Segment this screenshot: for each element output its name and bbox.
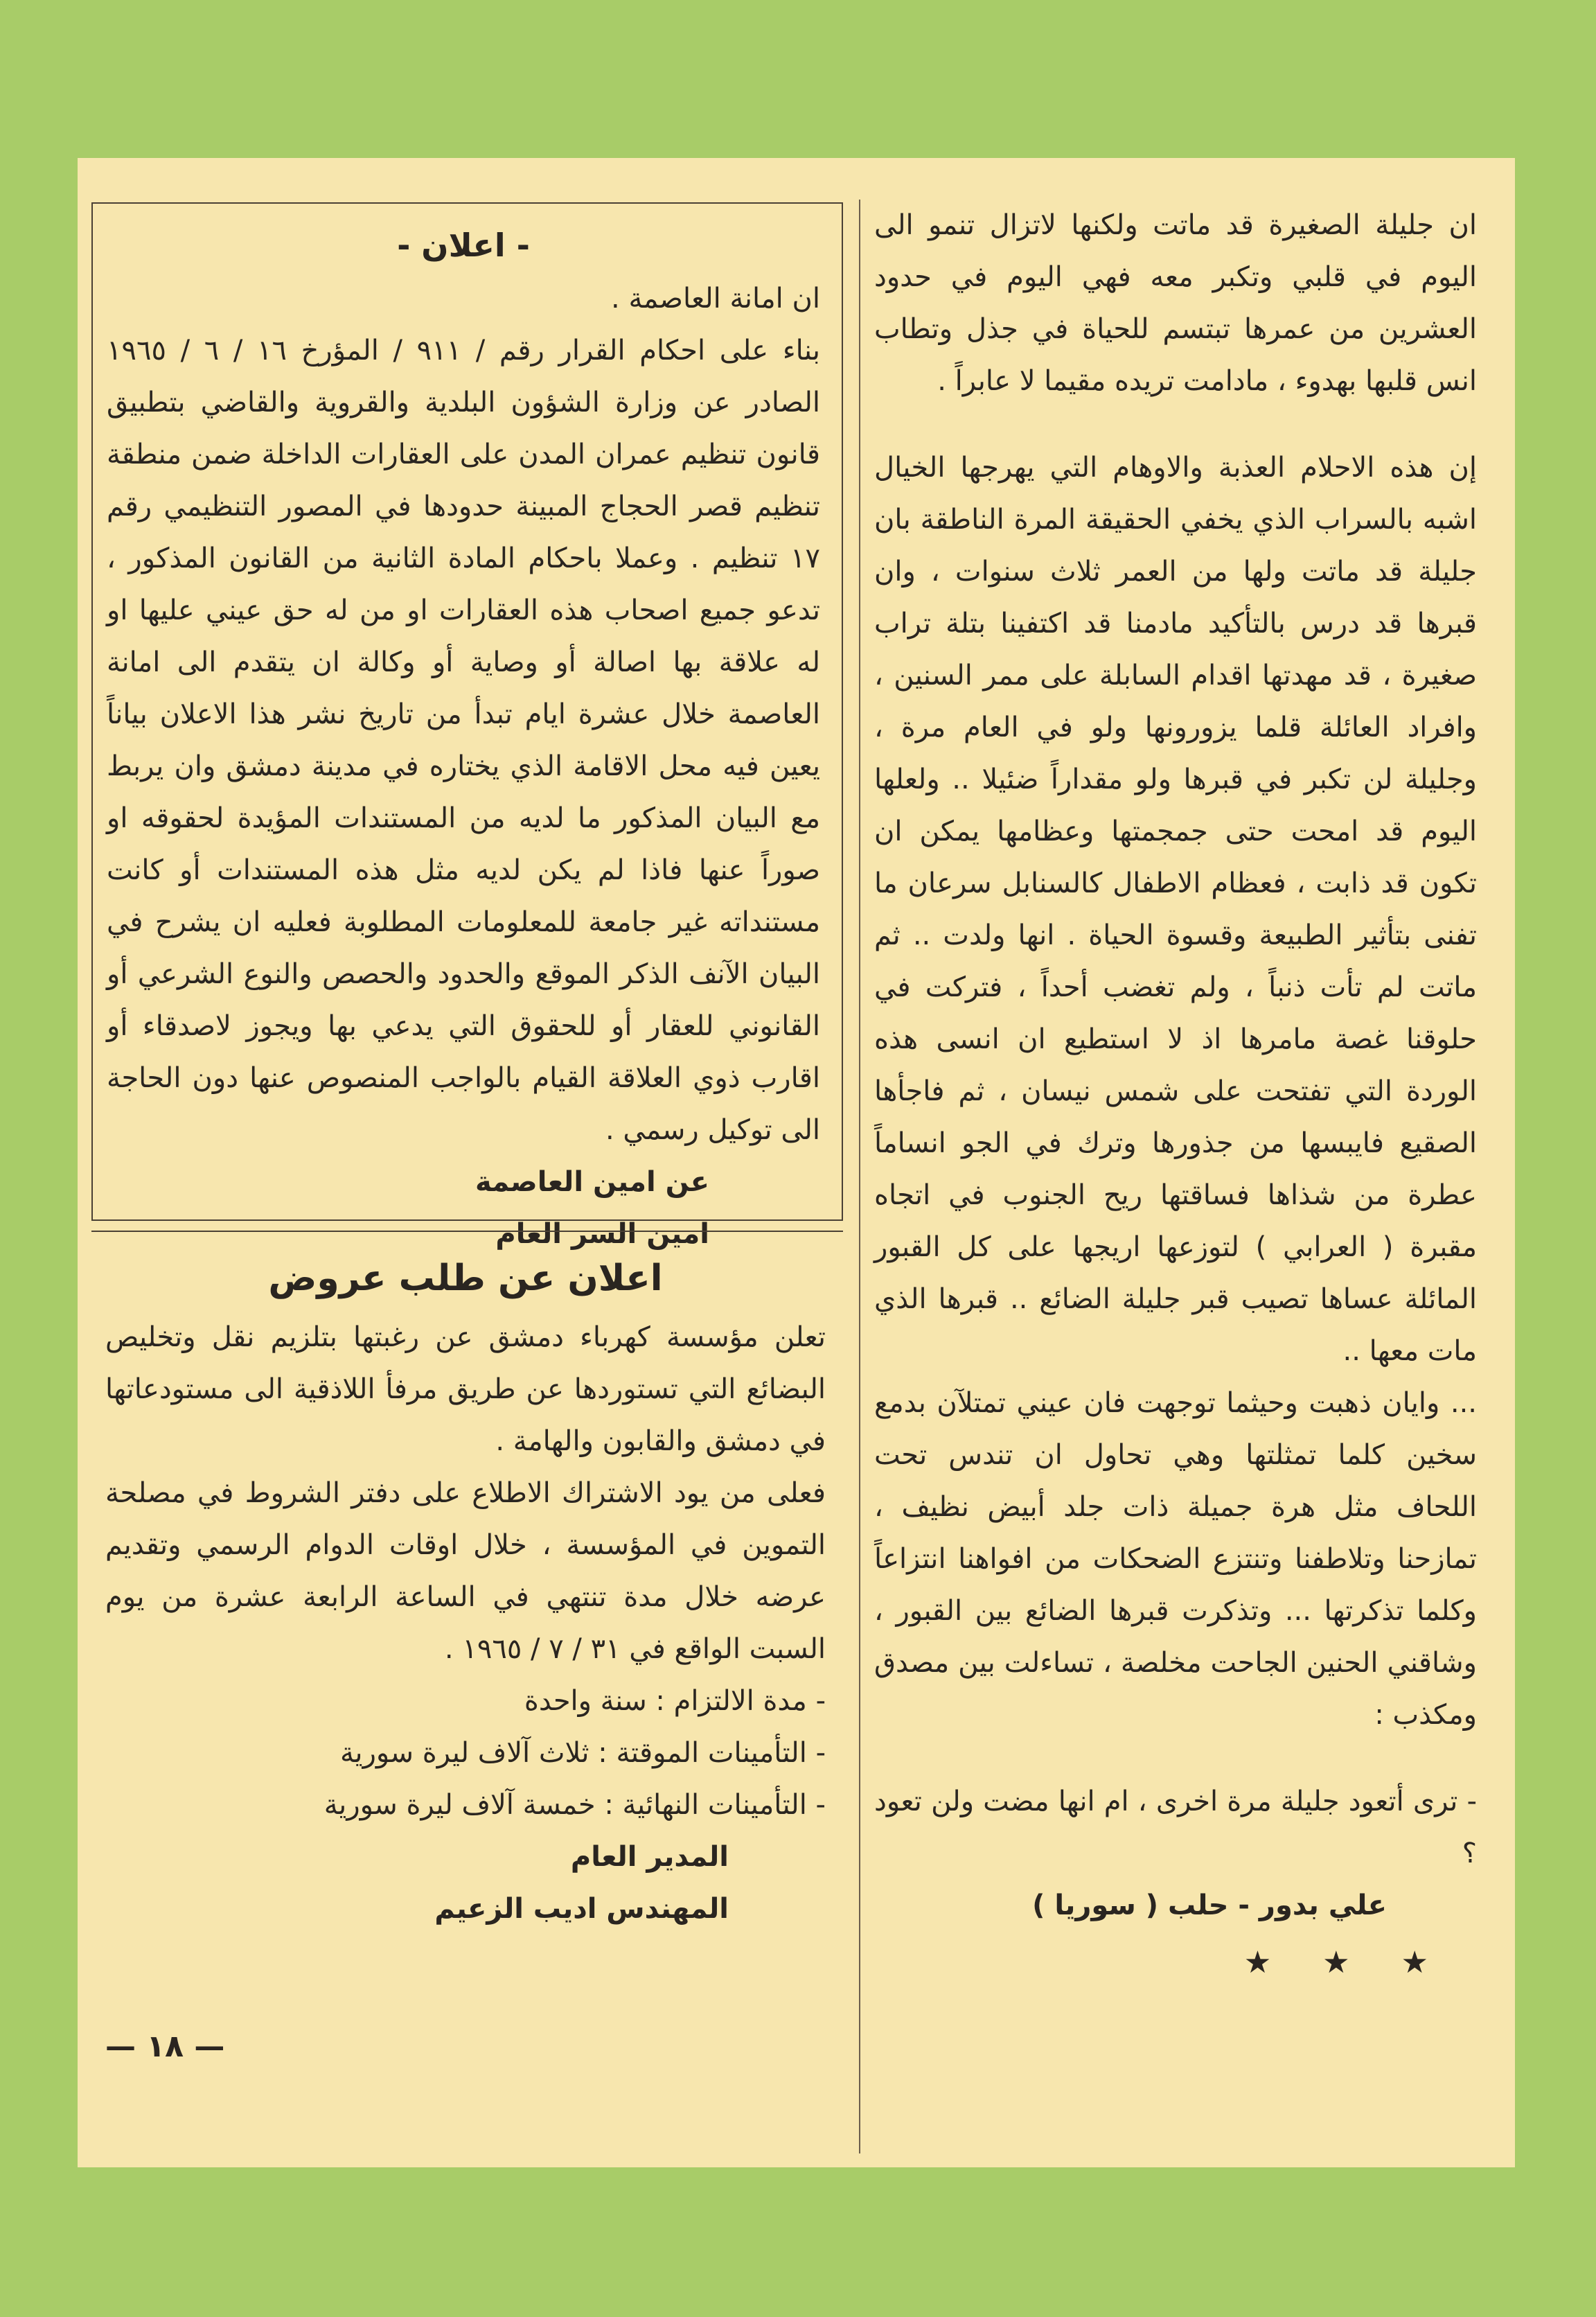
story-author: علي بدور - حلب ( سوريا ): [1032, 1889, 1387, 1921]
notice-body: بناء على احكام القرار رقم / ٩١١ / المؤرخ ١٦ / ٦ / ١٩٦٥ الصادر عن وزارة الشؤون البلدية والقروية والقاضي بتطبيق قانون تنظيم عمران المدن على العقارات الداخلة ضمن منطقة تنظيم قصر الحجاج المبينة حدودها في المصور التنظيمي رقم ١٧ تنظيم . وعملا باحكام المادة الثانية من القانون المذكور ، تدعو جميع اصحاب هذه العقارات او من له حق عيني عليها او له علاقة بها اصالة أو وصاية أو وكالة ان يتقدم الى امانة العاصمة خلال عشرة ايام تبدأ من تاريخ نشر هذا الاعلان بياناً يعين فيه محل الاقامة الذي يختاره في مدينة دمشق وان يربط مع البيان المذكور ما لديه من المستندات المؤيدة لحقوقه او صوراً عنها فاذا لم يكن لديه مثل هذه المستندات أو كانت مستنداته غير جامعة للمعلومات المطلوبة فعليه ان يشرح في البيان الآنف الذكر الموقع والحدود والحصص والنوع الشرعي أو القانوني للعقار أو للحقوق التي يدعي بها ويجوز لاصدقاء أو اقارب ذوي العلاقة القيام بالواجب المنصوص عنها دون الحاجة الى توكيل رسمي .: [107, 335, 821, 1146]
notice-separator: [91, 1231, 843, 1232]
story-paragraph-3: ... وايان ذهبت وحيثما توجهت فان عيني تمتلآن بدمع سخين كلما تمثلتها وهي تحاول ان تندس تحت اللحاف مثل هرة جميلة ذات جلد أبيض نظيف ، تمازحنا وتلاطفنا وتنتزع الضحكات من افواهنا انتزاعاً وكلما تذكرتها ... وتذكرت قبرها الضائع بين القبور ، وشاقني الحنين الجاحت مخلصة ، تساءلت بين مصدق ومكذب :: [874, 1387, 1477, 1731]
story-column: [874, 200, 1477, 1994]
tender-body: فعلى من يود الاشتراك الاطلاع على دفتر الشروط في مصلحة التموين في المؤسسة ، خلال اوقات الدوام الرسمي وتقديم عرضه خلال مدة تنتهي في الساعة الرابعة عشرة من يوم السبت الواقع في ٣١ / ٧ / ١٩٦٥ .: [105, 1477, 826, 1665]
tender-item-duration: - مدة الالتزام : سنة واحدة: [524, 1685, 826, 1717]
notice-signature-2: امين السر العام: [495, 1218, 709, 1250]
tender-signature-1: المدير العام: [570, 1841, 729, 1873]
tender-notice: [105, 1246, 826, 1935]
story-paragraph-4: - ترى أتعود جليلة مرة اخرى ، ام انها مضت ولن تعود ؟: [874, 1786, 1477, 1869]
notice-intro: ان امانة العاصمة .: [611, 283, 820, 315]
tender-item-final-deposit: - التأمينات النهائية : خمسة آلاف ليرة سورية: [323, 1789, 826, 1821]
story-paragraph-2: إن هذه الاحلام العذبة والاوهام التي يهرجها الخيال اشبه بالسراب الذي يخفي الحقيقة المرة الناطقة بان جليلة قد ماتت ولها من العمر ثلاث سنوات ، وان قبرها قد درس بالتأكيد مادمنا قد اكتفينا بتلة تراب صغيرة ، قد مهدتها اقدام السابلة على ممر السنين ، وافراد العائلة قلما يزورونها ولو في العام مرة ، وجليلة لن تكبر في قبرها ولو مقداراً ضئيلا .. ولعلها اليوم قد امحت حتى جمجمتها وعظامها يمكن ان تكون قد ذابت ، فعظام الاطفال كالسنابل سرعان ما تفنى بتأثير الطبيعة وقسوة الحياة . انها ولدت .. ثم ماتت لم تأت ذنباً ، ولم تغضب أحداً ، فتركت في حلوقنا غصة مامرها اذ لا استطيع ان انسى هذه الوردة التي تفتحت على شمس نيسان ، ثم فاجأها الصقيع فايبسها من جذورها وترك في الجو انساماً عطرة من شذاها فساقتها ريح الجنوب في اتجاه مقبرة ( العرابي ) لتوزعها اريجها على كل القبور المائلة عساها تصيب قبر جليلة الضائع .. قبرها الذي مات معها ..: [874, 452, 1477, 1367]
notice-signature-1: عن امين العاصمة: [475, 1166, 709, 1198]
tender-item-temp-deposit: - التأمينات الموقتة : ثلاث آلاف ليرة سورية: [339, 1737, 826, 1769]
story-paragraph-1: ان جليلة الصغيرة قد ماتت ولكنها لاتزال تنمو الى اليوم في قلبي وتكبر معه فهي اليوم في حدود العشرين من عمرها تبتسم للحياة في جذل وتطاب انس قلبها بهدوء ، مادامت تريده مقيما لا عابراً .: [874, 209, 1477, 397]
stars-divider: ★ ★ ★: [1243, 1945, 1449, 1980]
tender-title: اعلان عن طلب عروض: [268, 1258, 663, 1299]
tender-intro: تعلن مؤسسة كهرباء دمشق عن رغبتها بتلزيم نقل وتخليص البضائع التي تستوردها عن طريق مرفأ اللاذقية الى مستودعاتها في دمشق والقابون والهامة .: [105, 1321, 826, 1457]
column-divider: [859, 200, 860, 2153]
notice-title: - اعلان -: [397, 227, 530, 264]
magazine-page: [78, 158, 1515, 2167]
notice-box: [91, 202, 843, 1250]
tender-signature-2: المهندس اديب الزعيم: [434, 1893, 729, 1925]
page-number: — ١٨ —: [105, 2029, 225, 2064]
